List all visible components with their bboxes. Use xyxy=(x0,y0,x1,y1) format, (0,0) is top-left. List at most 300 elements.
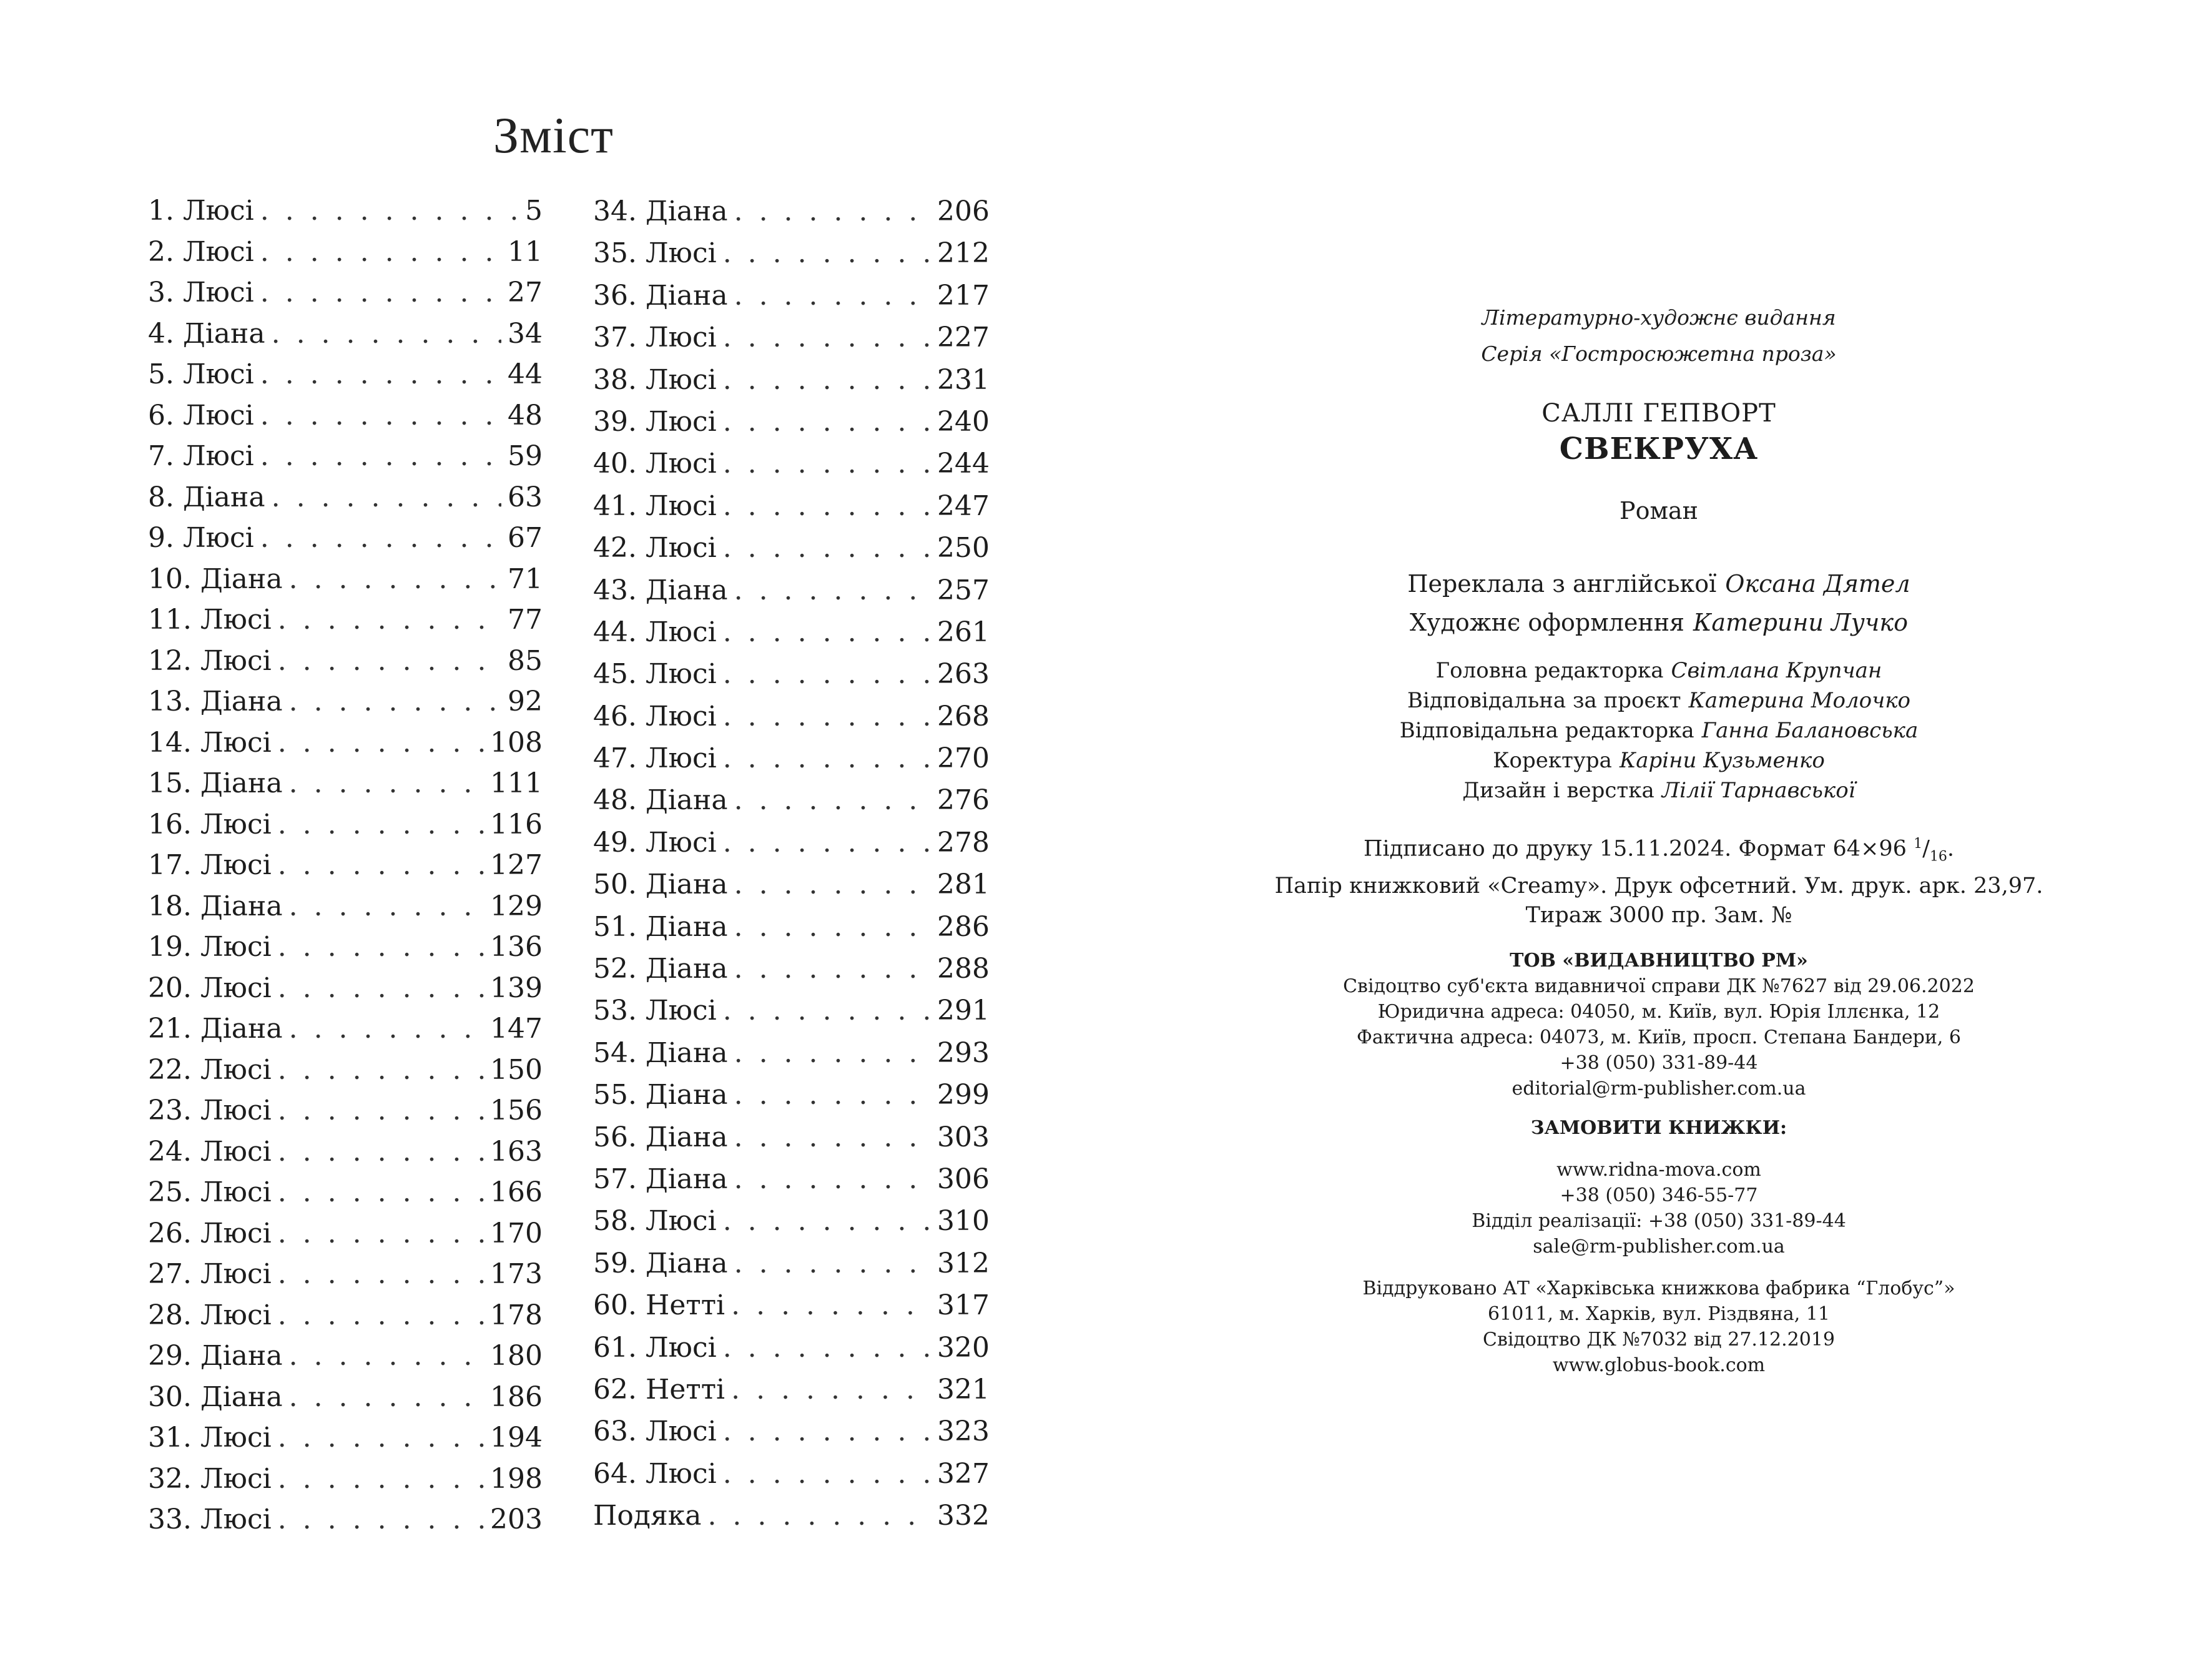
toc-entry-page: 231 xyxy=(937,363,990,396)
toc-entry xyxy=(148,1417,543,1459)
toc-entry xyxy=(593,317,990,358)
toc-entry-page: 166 xyxy=(490,1176,543,1208)
toc-entry xyxy=(593,1453,990,1495)
toc-entry-label: 9. Люсі xyxy=(148,522,254,554)
toc-entry-page: 127 xyxy=(490,849,543,881)
dot-leader xyxy=(723,232,931,274)
toc-entry xyxy=(148,1499,543,1540)
toc-entry-label: 31. Люсі xyxy=(148,1422,272,1454)
toc-entry xyxy=(148,354,543,395)
printer-info xyxy=(1106,1276,2212,1378)
edition-type: Літературно-художнє видання xyxy=(1482,305,1836,330)
credit-managing-editor xyxy=(1106,716,2212,746)
dot-leader xyxy=(278,1254,484,1294)
print-specs xyxy=(1106,829,2212,930)
imprint xyxy=(1106,300,2212,1378)
dot-leader xyxy=(289,886,484,927)
dot-leader xyxy=(723,443,931,485)
imprint-line: Свідоцтво ДК №7032 від 27.12.2019 xyxy=(1482,1328,1836,1351)
toc-entry-label: 19. Люсі xyxy=(148,931,272,963)
dot-leader xyxy=(723,653,931,695)
toc-entry-page: 147 xyxy=(490,1013,543,1045)
dot-leader xyxy=(278,968,484,1008)
toc-entry xyxy=(593,1074,990,1116)
toc-column-1 xyxy=(148,190,543,1540)
toc-entry-label: 64. Люсі xyxy=(593,1457,717,1490)
imprint-line: editorial@rm-publisher.com.ua xyxy=(1512,1077,1806,1100)
toc-entry-page: 263 xyxy=(937,658,990,691)
toc-entry-label: 34. Діана xyxy=(593,195,728,227)
toc-entry-page: 180 xyxy=(490,1340,543,1372)
dot-leader xyxy=(734,1158,931,1200)
toc-entry-label: 5. Люсі xyxy=(148,358,254,390)
dot-leader xyxy=(272,313,501,354)
toc-entry-label: 51. Діана xyxy=(593,910,728,943)
toc-entry-page: 227 xyxy=(937,322,990,354)
dot-leader xyxy=(734,1032,931,1074)
toc-entry-page: 247 xyxy=(937,490,990,522)
toc-entry-page: 268 xyxy=(937,700,990,732)
toc-entry-page: 71 xyxy=(508,563,543,595)
toc-entry-label: 11. Люсі xyxy=(148,604,272,636)
toc-entry-page: 281 xyxy=(937,869,990,901)
toc-entry-page: 59 xyxy=(508,440,543,472)
dot-leader xyxy=(723,611,931,653)
toc-entry-page: 203 xyxy=(490,1504,543,1535)
toc-entry-page: 34 xyxy=(508,317,543,350)
toc-entry xyxy=(148,232,543,273)
dot-leader xyxy=(289,559,501,599)
toc-entry xyxy=(148,1131,543,1173)
toc-entry-page: 85 xyxy=(508,644,543,677)
toc-entry-label: 6. Люсі xyxy=(148,399,254,431)
toc-entry-label: 36. Діана xyxy=(593,279,728,312)
toc-entry-page: 108 xyxy=(490,726,543,759)
toc-entry xyxy=(148,763,543,804)
toc-entry-page: 299 xyxy=(937,1079,990,1111)
credit-chief-editor xyxy=(1106,656,2212,686)
toc-entry-page: 312 xyxy=(937,1247,990,1279)
toc-entry xyxy=(593,1410,990,1452)
dot-leader xyxy=(278,1172,484,1213)
dot-leader xyxy=(278,1295,484,1336)
dot-leader xyxy=(723,527,931,569)
toc-entry-page: 139 xyxy=(490,972,543,1004)
credit-translator xyxy=(1106,564,2212,603)
author: САЛЛІ ГЕПВОРТ xyxy=(1541,399,1776,428)
toc-entry xyxy=(148,1172,543,1213)
toc-entry-page: 136 xyxy=(490,931,543,963)
toc-entry xyxy=(593,232,990,274)
dot-leader xyxy=(734,1116,931,1158)
toc-entry xyxy=(148,804,543,845)
toc-title: Зміст xyxy=(493,107,614,164)
dot-leader xyxy=(272,477,501,518)
toc-entry xyxy=(593,527,990,569)
toc-entry-page: 261 xyxy=(937,616,990,648)
toc-entry-label: 62. Нетті xyxy=(593,1373,725,1405)
toc-entry-label: 37. Люсі xyxy=(593,322,717,354)
toc-entry xyxy=(148,1295,543,1336)
toc-entry-label: 40. Люсі xyxy=(593,448,717,480)
toc-entry xyxy=(593,1158,990,1200)
toc-entry-page: 194 xyxy=(490,1422,543,1454)
toc-entry xyxy=(593,864,990,905)
imprint-line: +38 (050) 331-89-44 xyxy=(1560,1051,1758,1074)
toc-entry xyxy=(148,641,543,682)
toc-entry-page: 257 xyxy=(937,574,990,606)
toc-entry-label: 13. Діана xyxy=(148,686,283,717)
toc-entry-page: 240 xyxy=(937,405,990,438)
dot-leader xyxy=(260,436,501,476)
credit-layout xyxy=(1106,775,2212,805)
dot-leader xyxy=(723,401,931,443)
specs-line-3: Тираж 3000 пр. Зам. № xyxy=(1525,902,1792,928)
dot-leader xyxy=(723,696,931,737)
toc-entry xyxy=(148,436,543,477)
dot-leader xyxy=(278,1131,484,1172)
toc-entry-label: 26. Люсі xyxy=(148,1217,272,1249)
dot-leader xyxy=(278,1090,484,1131)
credit-role: Відповідальна редакторка xyxy=(1399,718,1694,743)
credit-name: Оксана Дятел xyxy=(1725,570,1910,598)
toc-entry-label: 43. Діана xyxy=(593,574,728,606)
dot-leader xyxy=(723,737,931,779)
dot-leader xyxy=(734,1074,931,1116)
toc-entry-label: 50. Діана xyxy=(593,869,728,901)
credit-project-lead xyxy=(1106,686,2212,716)
toc-entry-label: 17. Люсі xyxy=(148,849,272,881)
toc-entry-page: 206 xyxy=(937,195,990,227)
toc-entry-page: 286 xyxy=(937,910,990,943)
toc-entry xyxy=(593,948,990,990)
toc-entry xyxy=(148,1377,543,1418)
toc-entry-label: 35. Люсі xyxy=(593,237,717,270)
toc-entry-label: 63. Люсі xyxy=(593,1415,717,1448)
toc-entry xyxy=(593,1327,990,1369)
toc-entry xyxy=(148,681,543,722)
toc-entry-page: 163 xyxy=(490,1135,543,1168)
dot-leader xyxy=(723,1410,931,1452)
toc-entry xyxy=(148,1336,543,1377)
toc-entry-page: 250 xyxy=(937,532,990,564)
toc-entry-page: 186 xyxy=(490,1381,543,1413)
toc-entry xyxy=(593,1495,990,1537)
toc-entry-label: 10. Діана xyxy=(148,563,283,595)
credit-role: Коректура xyxy=(1493,748,1612,773)
toc-entry xyxy=(593,275,990,317)
imprint-line: +38 (050) 346-55-77 xyxy=(1560,1184,1758,1206)
toc-entry-page: 44 xyxy=(508,358,543,390)
dot-leader xyxy=(278,722,484,763)
toc-entry-label: 27. Люсі xyxy=(148,1258,272,1290)
toc-entry-label: 41. Люсі xyxy=(593,490,717,522)
toc-entry-label: 52. Діана xyxy=(593,953,728,985)
dot-leader xyxy=(260,395,501,436)
order-info xyxy=(1106,1157,2212,1259)
toc-entry-label: 32. Люсі xyxy=(148,1462,272,1495)
publisher-lines xyxy=(1106,973,2212,1101)
toc-entry-page: 198 xyxy=(490,1462,543,1495)
toc-entry-page: 288 xyxy=(937,953,990,985)
toc-entry-page: 11 xyxy=(508,235,543,268)
toc-entry-label: 15. Діана xyxy=(148,767,283,799)
toc-entry xyxy=(593,737,990,779)
toc-entry xyxy=(593,443,990,485)
book-title: СВЕКРУХА xyxy=(1559,431,1759,466)
toc-entry-label: 48. Діана xyxy=(593,784,728,817)
toc-entry-page: 156 xyxy=(490,1095,543,1126)
toc-entry-page: 77 xyxy=(508,604,543,636)
toc-entry-label: 16. Люсі xyxy=(148,808,272,840)
toc-entry-page: 173 xyxy=(490,1258,543,1290)
toc-entry xyxy=(593,779,990,821)
imprint-line: Відділ реалізації: +38 (050) 331-89-44 xyxy=(1472,1209,1846,1232)
imprint-line: 61011, м. Харків, вул. Різдвяна, 11 xyxy=(1488,1302,1830,1325)
toc-entry-page: 270 xyxy=(937,742,990,775)
toc-entry xyxy=(593,1243,990,1284)
toc-entry-label: 49. Люсі xyxy=(593,826,717,859)
imprint-line: Фактична адреса: 04073, м. Київ, просп. Степана Бандери, 6 xyxy=(1357,1026,1961,1048)
toc-entry-page: 320 xyxy=(937,1331,990,1364)
toc-entry xyxy=(148,272,543,313)
specs-line-1: Підписано до друку 15.11.2024. Формат 64×96 $^1/_{16}$. xyxy=(1363,836,1955,865)
toc-entry-label: 38. Люсі xyxy=(593,363,717,396)
toc-entry-page: 170 xyxy=(490,1217,543,1249)
dot-leader xyxy=(723,822,931,864)
toc-entry-label: 56. Діана xyxy=(593,1121,728,1153)
toc-entry-label: 59. Діана xyxy=(593,1247,728,1279)
dot-leader xyxy=(289,681,501,722)
toc-entry-page: 111 xyxy=(490,767,543,799)
toc-entry-page: 278 xyxy=(937,826,990,859)
toc-entry xyxy=(148,1008,543,1050)
toc-entry xyxy=(593,485,990,527)
toc-entry xyxy=(148,886,543,927)
toc-entry xyxy=(148,313,543,355)
dot-leader xyxy=(734,948,931,990)
specs-line-2: Папір книжковий «Creamy». Друк офсетний. Ум. друк. арк. 23,97. xyxy=(1274,873,2043,898)
credit-role: Відповідальна за проєкт xyxy=(1407,688,1681,713)
credit-role: Переклала з англійської xyxy=(1407,570,1717,598)
credit-role: Дизайн і верстка xyxy=(1462,778,1654,803)
toc-entry xyxy=(148,1254,543,1295)
dot-leader xyxy=(731,1284,931,1326)
dot-leader xyxy=(289,1336,484,1376)
toc-entry-label: 21. Діана xyxy=(148,1013,283,1045)
toc-entry-label: 55. Діана xyxy=(593,1079,728,1111)
publisher-info xyxy=(1106,948,2212,1101)
toc-entry-label: 20. Люсі xyxy=(148,972,272,1004)
toc-entry xyxy=(593,1116,990,1158)
toc-entry xyxy=(593,401,990,443)
toc-entry xyxy=(593,359,990,401)
toc-entry xyxy=(593,611,990,653)
dot-leader xyxy=(723,317,931,358)
toc-entry-page: 321 xyxy=(937,1373,990,1405)
toc-entry xyxy=(148,518,543,559)
dot-leader xyxy=(278,927,484,967)
toc-entry xyxy=(148,845,543,886)
dot-leader xyxy=(289,1377,484,1417)
toc-entry-label: 42. Люсі xyxy=(593,532,717,564)
publisher-name: ТОВ «ВИДАВНИЦТВО РМ» xyxy=(1510,949,1808,972)
dot-leader xyxy=(278,1050,484,1090)
dot-leader xyxy=(734,864,931,905)
imprint-line: Свідоцтво суб'єкта видавничої справи ДК №7627 від 29.06.2022 xyxy=(1343,975,1975,997)
toc-entry-label: 12. Люсі xyxy=(148,644,272,677)
dot-leader xyxy=(278,599,501,640)
toc-entry-label: 39. Люсі xyxy=(593,405,717,438)
toc-entry-page: 306 xyxy=(937,1163,990,1195)
credit-name: Ганна Балановська xyxy=(1701,718,1919,743)
dot-leader xyxy=(707,1495,931,1537)
dot-leader xyxy=(734,569,931,611)
dot-leader xyxy=(734,190,931,232)
dot-leader xyxy=(278,1499,484,1540)
toc-entry-label: 53. Люсі xyxy=(593,995,717,1027)
right-page xyxy=(1106,0,2212,1659)
toc-entry-page: 178 xyxy=(490,1299,543,1331)
dot-leader xyxy=(723,359,931,401)
toc-entry-label: 29. Діана xyxy=(148,1340,283,1372)
toc-entry xyxy=(148,1050,543,1091)
dot-leader xyxy=(734,906,931,948)
toc-entry-page: 129 xyxy=(490,890,543,922)
toc-entry-page: 217 xyxy=(937,279,990,312)
toc-entry-label: 25. Люсі xyxy=(148,1176,272,1208)
dot-leader xyxy=(289,763,484,804)
toc-entry-page: 293 xyxy=(937,1036,990,1069)
toc-entry-page: 303 xyxy=(937,1121,990,1153)
toc-entry xyxy=(148,1459,543,1500)
credit-role: Художнє оформлення xyxy=(1410,609,1685,636)
toc-entry xyxy=(148,190,543,232)
toc-entry xyxy=(593,990,990,1031)
toc-entry-label: 8. Діана xyxy=(148,481,265,513)
toc-entry-label: 24. Люсі xyxy=(148,1135,272,1168)
toc-entry-label: 28. Люсі xyxy=(148,1299,272,1331)
dot-leader xyxy=(723,485,931,527)
credits-staff xyxy=(1106,656,2212,805)
toc-entry xyxy=(593,1032,990,1074)
toc-entry xyxy=(148,722,543,764)
toc-entry xyxy=(148,927,543,968)
toc-entry-page: 317 xyxy=(937,1289,990,1322)
toc-entry-page: 323 xyxy=(937,1415,990,1448)
toc-column-2 xyxy=(593,190,990,1537)
genre: Роман xyxy=(1620,497,1698,524)
toc-entry xyxy=(148,599,543,641)
dot-leader xyxy=(260,354,501,395)
toc-entry-label: 1. Люсі xyxy=(148,195,254,227)
dot-leader xyxy=(260,272,501,313)
toc-entry-label: 45. Люсі xyxy=(593,658,717,691)
toc-entry-page: 27 xyxy=(508,277,543,308)
toc-entry-page: 212 xyxy=(937,237,990,270)
toc-entry-page: 150 xyxy=(490,1053,543,1086)
order-title: ЗАМОВИТИ КНИЖКИ: xyxy=(1530,1116,1787,1139)
toc-entry xyxy=(148,1213,543,1254)
toc-entry-label: 61. Люсі xyxy=(593,1331,717,1364)
toc-entry-label: 47. Люсі xyxy=(593,742,717,775)
credit-name: Лілії Тарнавської xyxy=(1661,778,1856,803)
toc-entry xyxy=(593,1369,990,1410)
dot-leader xyxy=(260,190,519,231)
toc-entry xyxy=(148,968,543,1009)
toc-entry xyxy=(593,190,990,232)
dot-leader xyxy=(260,232,501,272)
toc-entry-label: 57. Діана xyxy=(593,1163,728,1195)
dot-leader xyxy=(723,1453,931,1495)
toc-entry xyxy=(593,696,990,737)
toc-entry-page: 310 xyxy=(937,1205,990,1238)
dot-leader xyxy=(734,1243,931,1284)
toc-entry-page: 116 xyxy=(490,808,543,840)
toc-entry-label: 18. Діана xyxy=(148,890,283,922)
toc-entry xyxy=(148,477,543,518)
credit-name: Катерина Молочко xyxy=(1688,688,1911,713)
toc-entry-page: 5 xyxy=(525,195,543,227)
toc-entry-page: 48 xyxy=(508,399,543,431)
series: Серія «Гостросюжетна проза» xyxy=(1481,342,1837,366)
toc-entry xyxy=(593,653,990,695)
toc-entry-page: 291 xyxy=(937,995,990,1027)
toc-entry-label: 46. Люсі xyxy=(593,700,717,732)
dot-leader xyxy=(278,1417,484,1458)
toc-entry xyxy=(593,1284,990,1326)
credit-name: Катерини Лучко xyxy=(1693,609,1908,636)
dot-leader xyxy=(734,275,931,317)
credits-main xyxy=(1106,564,2212,642)
toc-entry-label: 54. Діана xyxy=(593,1036,728,1069)
toc-entry-page: 244 xyxy=(937,448,990,480)
dot-leader xyxy=(734,779,931,821)
toc-entry-page: 92 xyxy=(508,686,543,717)
toc-entry xyxy=(148,559,543,600)
toc-entry-label: 30. Діана xyxy=(148,1381,283,1413)
toc-entry-page: 327 xyxy=(937,1457,990,1490)
dot-leader xyxy=(278,1213,484,1254)
toc-entry xyxy=(148,395,543,436)
dot-leader xyxy=(731,1369,931,1410)
dot-leader xyxy=(723,1200,931,1242)
credit-proofreading xyxy=(1106,746,2212,775)
dot-leader xyxy=(278,804,484,845)
toc-entry xyxy=(593,1200,990,1242)
toc-entry-label: 3. Люсі xyxy=(148,277,254,308)
dot-leader xyxy=(260,518,501,558)
toc-entry xyxy=(148,1090,543,1131)
credit-role: Головна редакторка xyxy=(1435,658,1664,683)
toc-entry-label: 23. Люсі xyxy=(148,1095,272,1126)
toc-entry-page: 67 xyxy=(508,522,543,554)
toc-entry-label: 58. Люсі xyxy=(593,1205,717,1238)
dot-leader xyxy=(723,990,931,1031)
imprint-line: www.globus-book.com xyxy=(1552,1354,1766,1376)
toc-entry-page: 332 xyxy=(937,1500,990,1532)
imprint-line: Юридична адреса: 04050, м. Київ, вул. Юрія Іллєнка, 12 xyxy=(1377,1000,1940,1023)
dot-leader xyxy=(278,845,484,885)
toc-entry-label: 7. Люсі xyxy=(148,440,254,472)
imprint-line: Віддруковано АТ «Харківська книжкова фабрика “Глобус”» xyxy=(1362,1277,1955,1299)
credit-cover-design xyxy=(1106,603,2212,642)
toc-entry xyxy=(593,569,990,611)
imprint-line: www.ridna-mova.com xyxy=(1556,1158,1761,1181)
dot-leader xyxy=(278,641,501,681)
credit-name: Каріни Кузьменко xyxy=(1619,748,1825,773)
dot-leader xyxy=(723,1327,931,1369)
